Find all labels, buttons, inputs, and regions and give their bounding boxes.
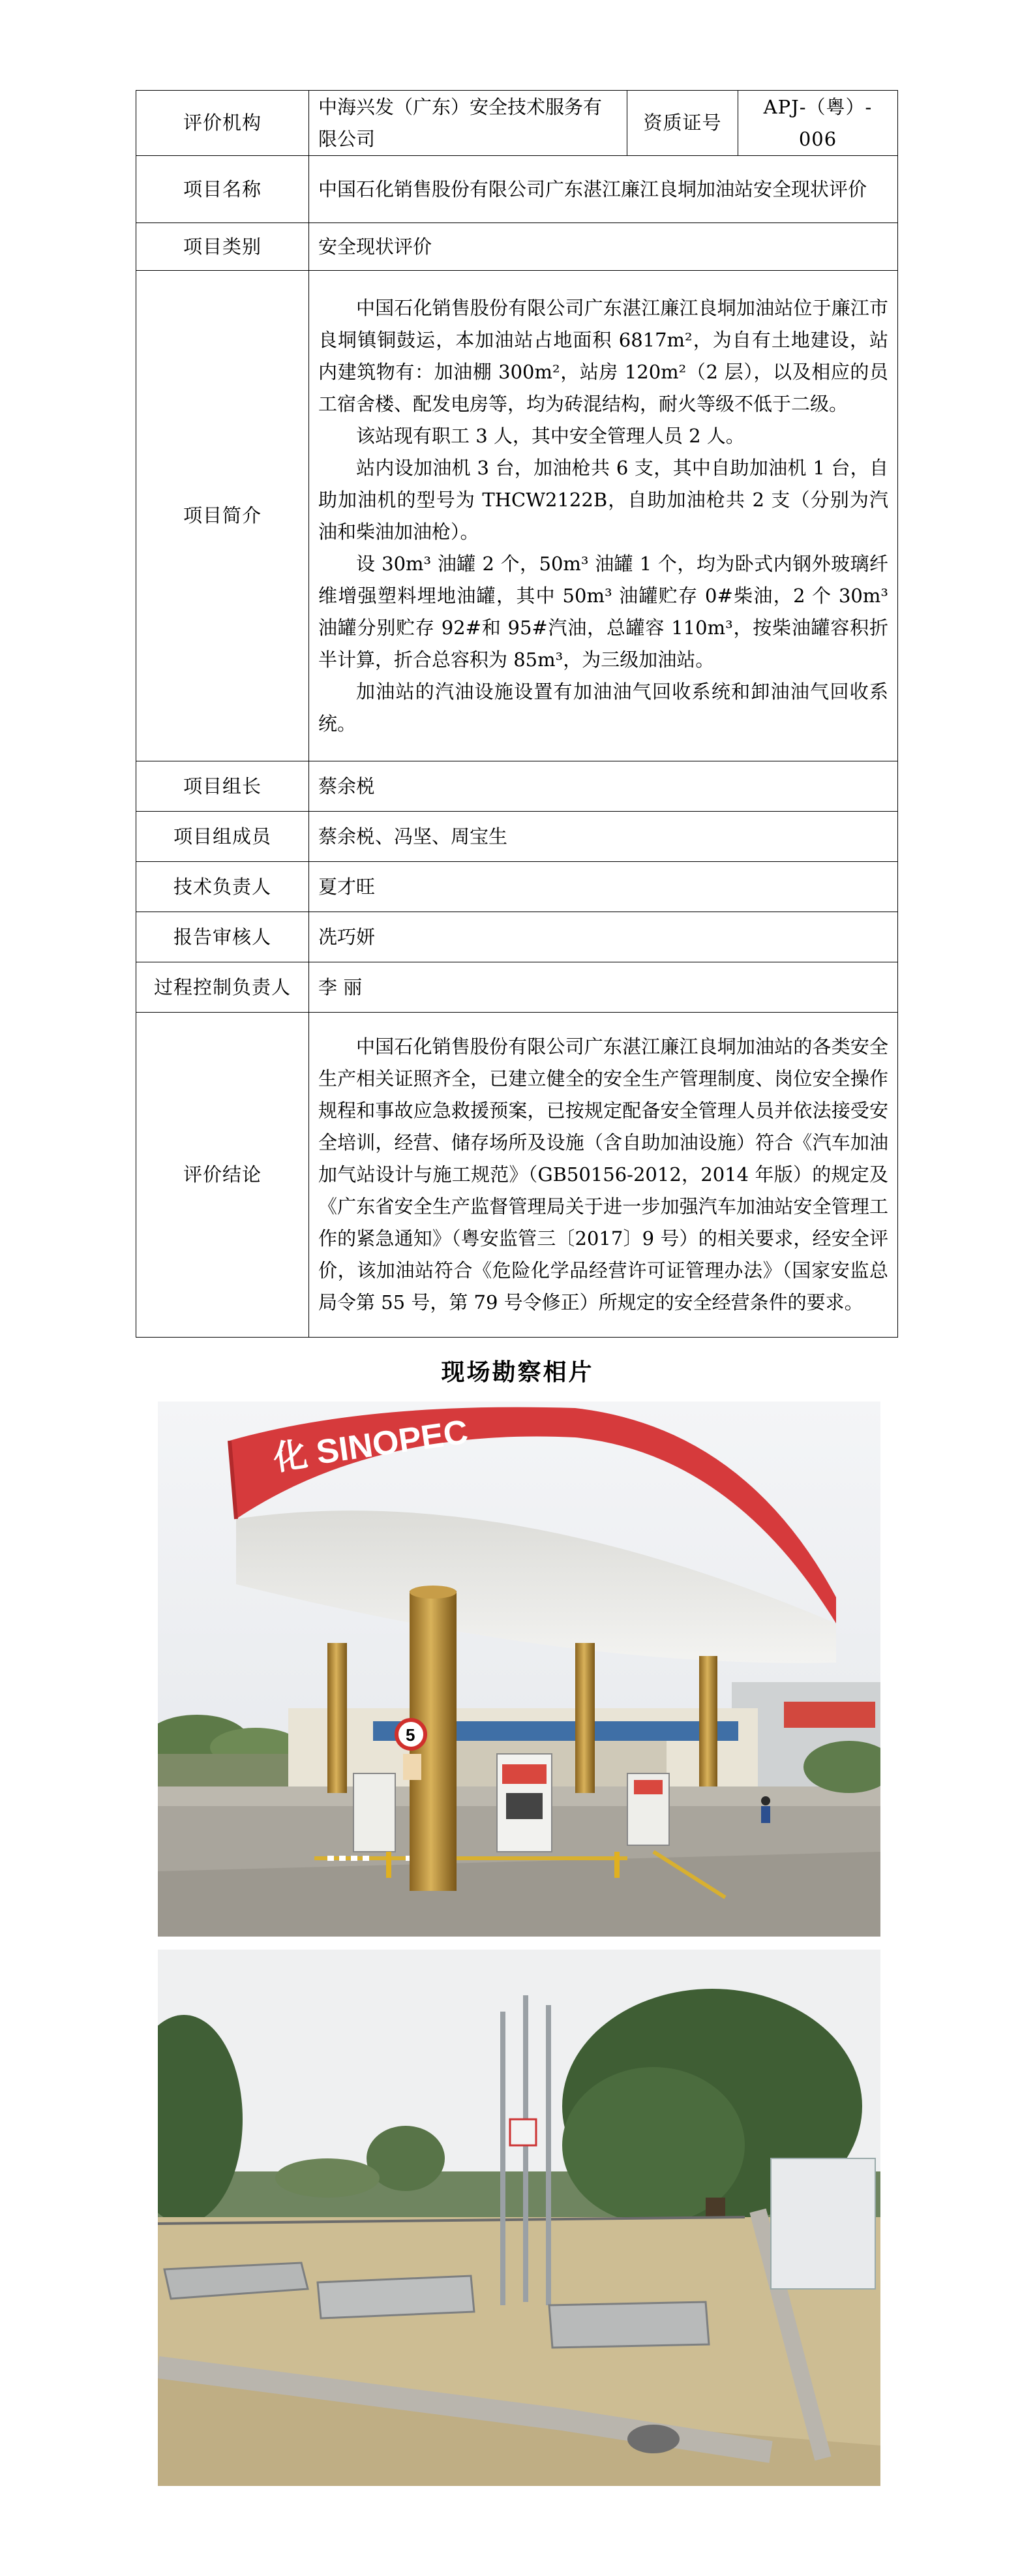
intro-paragraph-2: 该站现有职工 3 人，其中安全管理人员 2 人。 — [356, 424, 745, 447]
tank-area-photo-illustration — [158, 1950, 880, 2486]
leader-value: 蔡余棁 — [309, 761, 898, 812]
project-name-label: 项目名称 — [136, 156, 309, 223]
row-process — [136, 962, 898, 1013]
canopy-brand-text: 化 SINOPEC — [271, 1413, 471, 1478]
org-value: 中海兴发（广东）安全技术服务有限公司 — [309, 91, 627, 156]
conclusion-text: 中国石化销售股份有限公司广东湛江廉江良垌加油站的各类安全生产相关证照齐全，已建立健全的安全生产管理制度、岗位安全操作规程和事故应急救援预案，已按规定配备安全管理人员并依法接受安全培训，经营、储存场所及设施（含自助加油设施）符合《汽车加油加气站设计与施工规范》（GB50156-2012，2014 年版）的规定及《广东省安全生产监督管理局关于进一步加强汽车加油站安全管理工作的紧急通知》（粤安监管三〔2017〕9 号）的相关要求，经安全评价，该加油站符合《危险化学品经营许可证管理办法》（国家安监总局令第 55 号，第 79 号令修正）所规定的安全经营条件的要求。 — [318, 1035, 888, 1313]
row-tech — [136, 862, 898, 912]
intro-paragraph-1: 中国石化销售股份有限公司广东湛江廉江良垌加油站位于廉江市良垌镇铜鼓运，本加油站占地面积 6817m²，为自有土地建设，站内建筑物有：加油棚 300m²，站房 120m²（2 层），以及相应的员工宿舍楼、配发电房等，均为砖混结构，耐火等级不低于二级。 — [318, 296, 888, 415]
project-name-value: 中国石化销售股份有限公司广东湛江廉江良垌加油站安全现状评价 — [309, 156, 898, 223]
tech-value: 夏才旺 — [309, 862, 898, 912]
row-org — [136, 91, 898, 156]
intro-label: 项目简介 — [136, 271, 309, 761]
cert-value: APJ-（粤）- 006 — [738, 91, 898, 156]
conclusion-label: 评价结论 — [136, 1013, 309, 1338]
tech-label: 技术负责人 — [136, 862, 309, 912]
intro-text — [309, 271, 898, 761]
reviewer-value: 冼巧妍 — [309, 912, 898, 962]
process-label: 过程控制负责人 — [136, 962, 309, 1013]
project-type-label: 项目类别 — [136, 223, 309, 271]
row-reviewer — [136, 912, 898, 962]
intro-paragraph-4: 设 30m³ 油罐 2 个，50m³ 油罐 1 个，均为卧式内钢外玻璃纤维增强塑料埋地油罐，其中 50m³ 油罐贮存 0#柴油，2 个 30m³ 油罐分别贮存 92#和 95#汽油，总罐容 110m³，按柴油罐容积折半计算，折合总容积为 85m³，为三级加油站。 — [318, 552, 888, 671]
row-project-type — [136, 223, 898, 271]
row-leader — [136, 761, 898, 812]
org-label: 评价机构 — [136, 91, 309, 156]
intro-paragraph-5: 加油站的汽油设施设置有加油油气回收系统和卸油油气回收系统。 — [318, 680, 888, 735]
members-value: 蔡余棁、冯坚、周宝生 — [309, 812, 898, 862]
reviewer-label: 报告审核人 — [136, 912, 309, 962]
photo-gas-station-canopy — [158, 1402, 880, 1937]
canopy-photo-illustration — [158, 1402, 880, 1937]
photo-underground-tank-area — [158, 1950, 880, 2486]
photo-section-title: 现场勘察相片 — [441, 1359, 594, 1386]
row-project-name — [136, 156, 898, 223]
evaluation-info-table — [136, 90, 898, 1338]
row-conclusion — [136, 1013, 898, 1338]
leader-label: 项目组长 — [136, 761, 309, 812]
intro-paragraph-3: 站内设加油机 3 台，加油枪共 6 支，其中自助加油机 1 台，自助加油机的型号为 THCW2122B，自助加油枪共 2 支（分别为汽油和柴油加油枪）。 — [318, 456, 888, 543]
cert-label: 资质证号 — [627, 91, 738, 156]
project-type-value: 安全现状评价 — [309, 223, 898, 271]
process-value: 李 丽 — [309, 962, 898, 1013]
conclusion-cell — [309, 1013, 898, 1338]
row-intro — [136, 271, 898, 761]
row-members — [136, 812, 898, 862]
speed-limit-sign-number: 5 — [406, 1725, 415, 1745]
members-label: 项目组成员 — [136, 812, 309, 862]
